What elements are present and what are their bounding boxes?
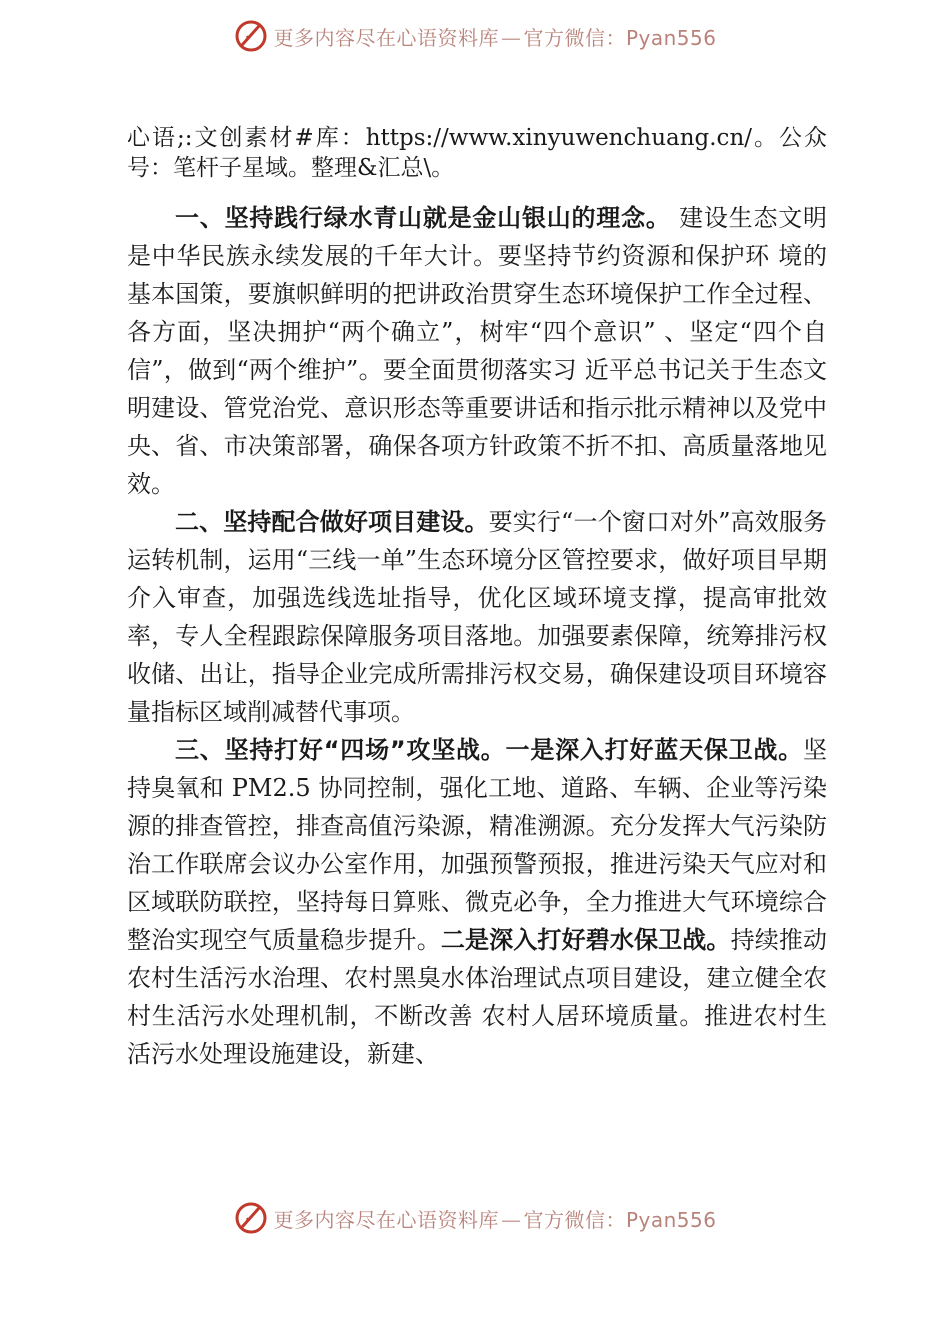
section-1-paragraph	[127, 199, 827, 503]
section-2-paragraph	[127, 503, 827, 731]
section-3-subheading: 二是深入打好碧水保卫战。	[440, 926, 731, 954]
brush-logo-icon	[233, 18, 269, 54]
section-3-body-2: 持续推动农村生活污水治理、农村黑臭水体治理试点项目建设，建立健全农村生活污水处理机制，不断改善 农村人居环境质量。推进农村生活污水处理设施建设，新建、	[127, 926, 828, 1068]
section-3-body-1: 坚持臭氧和 PM2.5 协同控制，强化工地、道路、车辆、企业等污染源的排查管控，排查高值污染源，精准溯源。充分发挥大气污染防治工作联席会议办公室作用，加强预警预报，推进污染天气应对和区域联防联控，坚持每日算账、微克必争，全力推进大气环境综合整治实现空气质量稳步提升。	[127, 736, 828, 954]
section-2-heading: 二、坚持配合做好项目建设。	[175, 508, 489, 536]
section-2-body: 要实行“一个窗口对外”高效服务运转机制，运用“三线一单”生态环境分区管控要求，做好项目早期介入审查，加强选线选址指导，优化区域环境支撑，提高审批效率，专人全程跟踪保障服务项目落地。加强要素保障，统筹排污权收储、出让，指导企业完成所需排污权交易，确保建设项目环境容量指标区域削减替代事项。	[127, 508, 828, 726]
watermark-text: 更多内容尽在心语资料库 — 官方微信：Pyan556	[273, 25, 717, 50]
section-3-heading: 三、坚持打好“四场”攻坚战。一是深入打好蓝天保卫战	[175, 736, 779, 764]
section-1-body: 建设生态文明是中华民族永续发展的千年大计。要坚持节约资源和保护环 境的基本国策，要旗帜鲜明的把讲政治贯穿生态环境保护工作全过程、各方面，坚决拥护“两个确立”，树牢“四个意识” 、坚定“四个自信”，做到“两个维护”。要全面贯彻落实习 近平总书记关于生态文明建设、管党治党、意识形态等重要讲话和指示批示精神以及党中央、省、市决策部署，确保各项方针政策不折不扣、高质量落地见效。	[127, 204, 828, 498]
intro-paragraph: 心语;:文创素材#库：https://www.xinyuwenchuang.cn/。公众号：笔杆子星域。整理&汇总\。	[127, 125, 827, 181]
section-1-heading: 一、坚持践行绿水青山就是金山银山的理念。	[175, 204, 671, 232]
document-body	[127, 123, 827, 1073]
section-3-lead: 。	[778, 736, 804, 764]
header-watermark	[0, 14, 950, 58]
brush-logo-icon	[233, 1200, 269, 1236]
section-3-paragraph	[127, 731, 827, 1073]
watermark-text: 更多内容尽在心语资料库 — 官方微信：Pyan556	[273, 1207, 717, 1232]
footer-watermark	[0, 1196, 950, 1240]
